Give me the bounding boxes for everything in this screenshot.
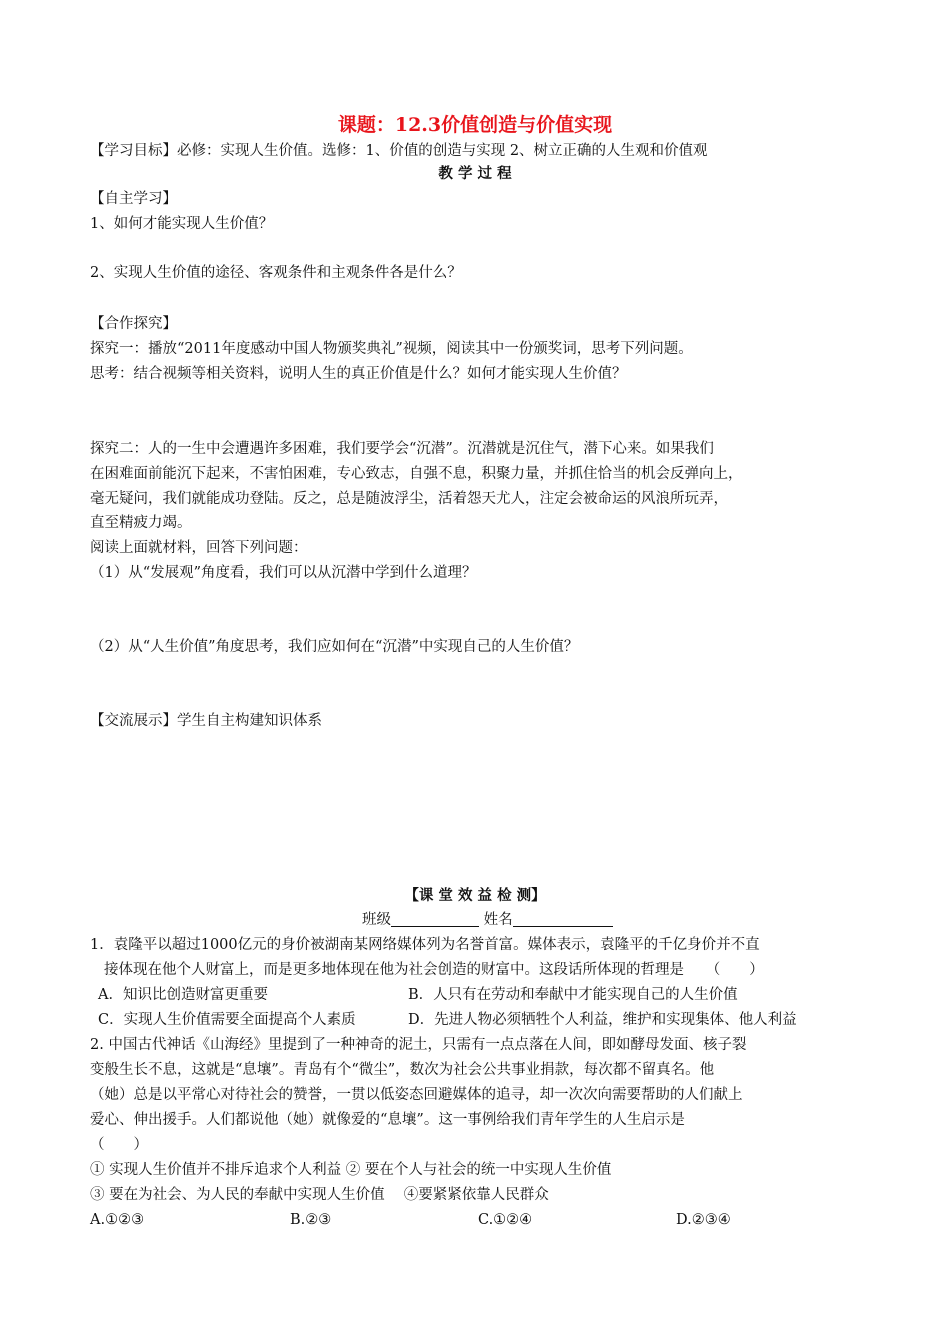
- think-question: 思考：结合视频等相关资料，说明人生的真正价值是什么？如何才能实现人生价值？: [90, 366, 627, 382]
- class-label: 班级: [362, 912, 391, 928]
- self-study-question-2: 2、实现人生价值的途径、客观条件和主观条件各是什么？: [90, 265, 462, 281]
- question-2-line: （ ）: [90, 1137, 148, 1153]
- q1-option-a: A．知识比创造财富更重要: [98, 987, 268, 1003]
- q2-option-b: B.②③: [290, 1212, 332, 1228]
- question-2-line: 2. 中国古代神话《山海经》里提到了一种神奇的泥土，只需有一点点落在人间，即如酵母发面、核子裂: [90, 1037, 747, 1053]
- explore-two-line: 在困难面前能沉下起来，不害怕困难，专心致志，自强不息，积聚力量，并抓住恰当的机会反弹向上，: [90, 466, 743, 482]
- name-label: 姓名: [483, 912, 513, 928]
- question-2-line: 变般生长不息，这就是“息壤”。青岛有个“微尘”，数次为社会公共事业捐款，每次都不留真名。他: [90, 1062, 715, 1078]
- explore-two-line: 毫无疑问，我们就能成功登陆。反之，总是随波浮尘，活着怨天尤人，注定会被命运的风浪所玩弄，: [90, 491, 728, 507]
- exchange-section: 【交流展示】学生自主构建知识体系: [90, 713, 322, 729]
- q2-statement: ③ 要在为社会、为人民的奉献中实现人生价值 ④要紧紧依靠人民群众: [90, 1187, 549, 1203]
- q1-option-d: D．先进人物必须牺牲个人利益，维护和实现集体、他人利益: [408, 1012, 797, 1028]
- question-1-line: 1．袁隆平以超过1000亿元的身价被湖南某网络媒体列为名誉首富。媒体表示，袁隆平的千亿身价并不直: [90, 937, 760, 953]
- test-heading: 【课 堂 效 益 检 测】: [404, 887, 546, 904]
- self-study-heading: 【自主学习】: [90, 191, 177, 207]
- sub-question-2: （2）从“人生价值”角度思考，我们应如何在“沉潜”中实现自己的人生价值？: [90, 639, 579, 655]
- explore-two-line: 直至精疲力竭。: [90, 515, 192, 531]
- question-2-line: （她）总是以平常心对待社会的赞誉，一贯以低姿态回避媒体的追寻，却一次次向需要帮助的人们献上: [90, 1087, 743, 1103]
- process-heading: 教 学 过 程: [438, 165, 512, 182]
- q1-option-c: C．实现人生价值需要全面提高个人素质: [98, 1012, 356, 1028]
- sub-question-1: （1）从“发展观”角度看，我们可以从沉潜中学到什么道理？: [90, 565, 477, 581]
- class-name-line: [362, 909, 613, 931]
- q2-option-d: D.②③④: [676, 1212, 731, 1228]
- q2-option-c: C.①②④: [478, 1212, 533, 1228]
- q2-statement: ① 实现人生价值并不排斥追求个人利益 ② 要在个人与社会的统一中实现人生价值: [90, 1162, 612, 1178]
- cooperative-heading: 【合作探究】: [90, 316, 177, 332]
- explore-two-line: 探究二：人的一生中会遭遇许多困难，我们要学会“沉潜”。沉潜就是沉住气，潜下心来。如果我们: [90, 441, 714, 457]
- q1-option-b: B．人只有在劳动和奉献中才能实现自己的人生价值: [408, 987, 738, 1003]
- page-title: 课题：12.3价值创造与价值实现: [337, 114, 613, 136]
- name-blank[interactable]: [513, 910, 613, 927]
- learning-objectives: 【学习目标】必修：实现人生价值。选修：1、价值的创造与实现 2、树立正确的人生观和价值观: [90, 143, 708, 159]
- question-2-line: 爱心、伸出援手。人们都说他（她）就像爱的“息壤”。这一事例给我们青年学生的人生启示是: [90, 1112, 685, 1128]
- class-blank[interactable]: [391, 910, 479, 927]
- read-prompt: 阅读上面就材料，回答下列问题：: [90, 540, 308, 556]
- question-1-line: 接体现在他个人财富上，而是更多地体现在他为社会创造的财富中。这段话所体现的哲理是 （ ）: [104, 962, 764, 978]
- explore-one: 探究一：播放“2011年度感动中国人物颁奖典礼”视频，阅读其中一份颁奖词，思考下列问题。: [90, 341, 693, 357]
- q2-option-a: A.①②③: [90, 1212, 145, 1228]
- self-study-question-1: 1、如何才能实现人生价值？: [90, 216, 274, 232]
